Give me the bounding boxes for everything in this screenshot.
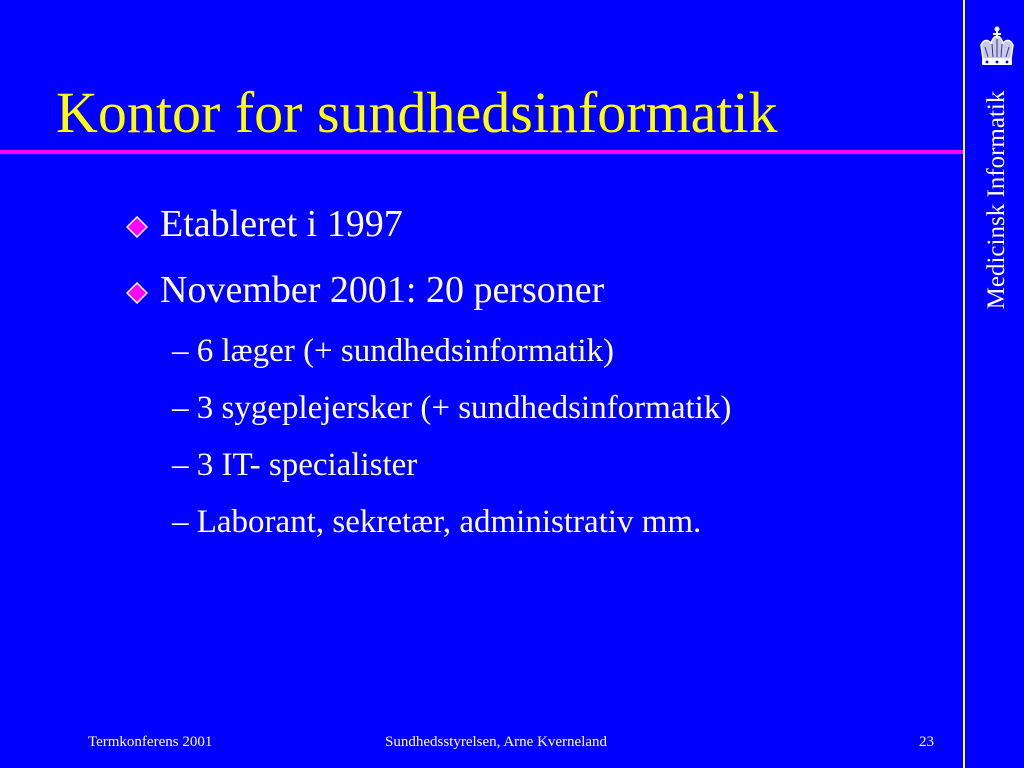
sub-item: – 6 læger (+ sundhedsinformatik) xyxy=(172,333,615,369)
page-number: 23 xyxy=(919,734,934,750)
sub-item: – 3 IT- specialister xyxy=(172,447,418,483)
footer-left: Termkonferens 2001 xyxy=(88,734,213,750)
bullet-item xyxy=(160,202,403,246)
bullet-text: Etableret i 1997 xyxy=(160,203,403,245)
sub-item: – 3 sygeplejersker (+ sundhedsinformatik) xyxy=(172,390,732,426)
sub-item: – Laborant, sekretær, administrativ mm. xyxy=(172,504,702,540)
diamond-bullet-icon xyxy=(126,282,148,304)
crown-icon xyxy=(976,25,1018,71)
sidebar-divider xyxy=(963,0,965,768)
title-divider xyxy=(0,150,963,154)
bullet-text: November 2001: 20 personer xyxy=(160,269,605,311)
sidebar-label: Medicinsk Informatik xyxy=(983,90,1010,310)
footer-center: Sundhedsstyrelsen, Arne Kverneland xyxy=(385,734,608,750)
bullet-item xyxy=(160,268,604,312)
diamond-bullet-icon xyxy=(126,216,148,238)
slide-title: Kontor for sundhedsinformatik xyxy=(56,80,778,145)
